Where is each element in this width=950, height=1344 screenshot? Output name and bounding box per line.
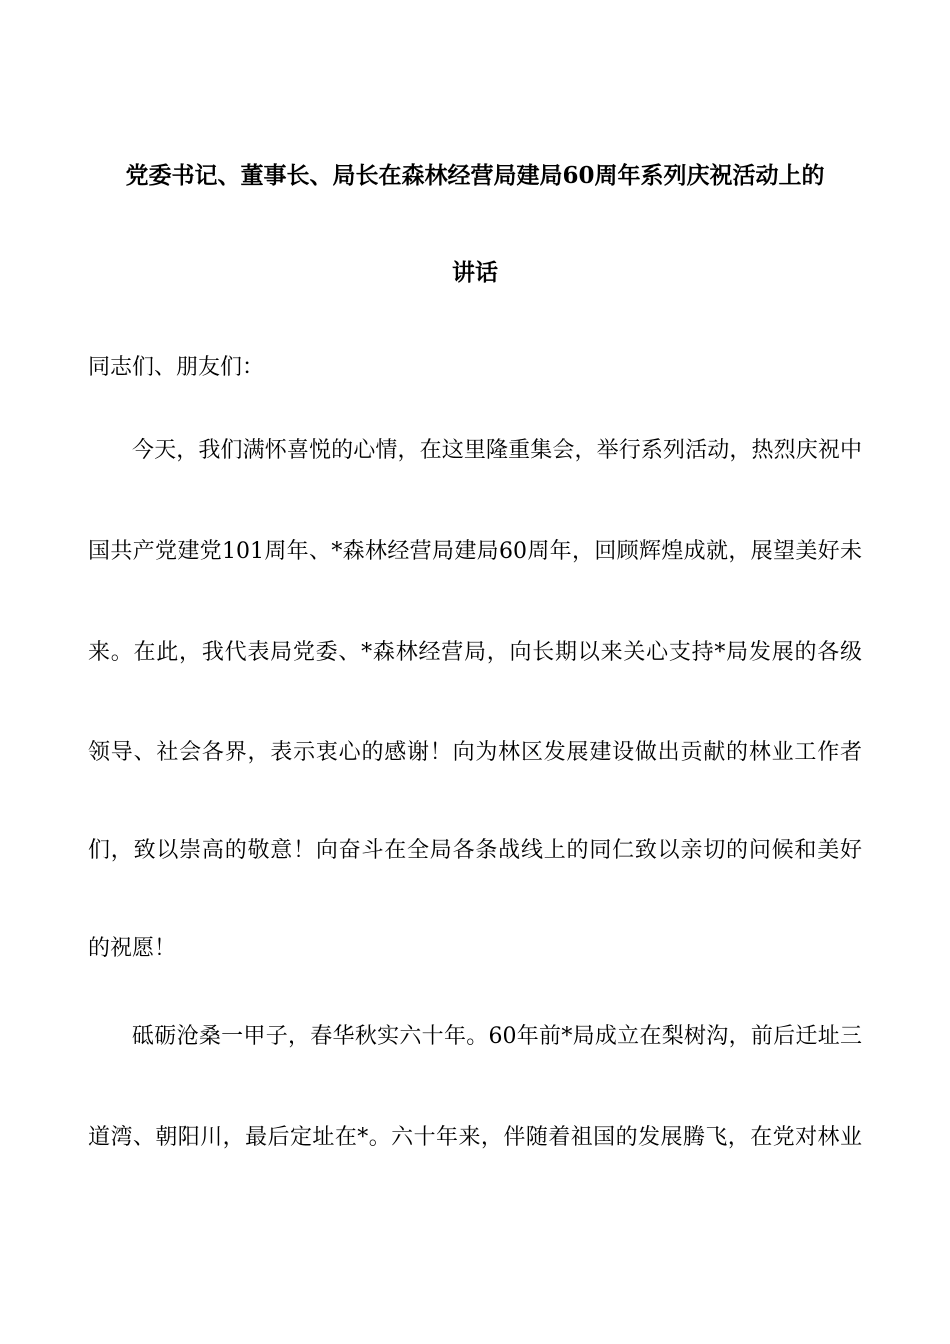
document-title-line-1: 党委书记、董事长、局长在森林经营局建局60周年系列庆祝活动上的: [125, 162, 825, 189]
paragraph-1-line: 领导、社会各界，表示衷心的感谢！向为林区发展建设做出贡献的林业工作者: [88, 740, 862, 765]
paragraph-1-line: 来。在此，我代表局党委、*森林经营局，向长期以来关心支持*局发展的各级: [88, 640, 862, 665]
salutation: 同志们、朋友们：: [88, 355, 265, 380]
paragraph-2-line: 砥砺沧桑一甲子，春华秋实六十年。60年前*局成立在梨树沟，前后迁址三: [132, 1024, 862, 1049]
paragraph-1-line: 国共产党建党101周年、*森林经营局建局60周年，回顾辉煌成就，展望美好未: [88, 539, 862, 564]
paragraph-1-line: 今天，我们满怀喜悦的心情，在这里隆重集会，举行系列活动，热烈庆祝中: [132, 438, 862, 463]
paragraph-1-line: 们，致以崇高的敬意！向奋斗在全局各条战线上的同仁致以亲切的问候和美好: [88, 838, 862, 863]
paragraph-1-line: 的祝愿！: [88, 936, 177, 961]
document-title-line-2: 讲话: [452, 259, 498, 286]
paragraph-2-line: 道湾、朝阳川，最后定址在*。六十年来，伴随着祖国的发展腾飞，在党对林业: [88, 1125, 862, 1150]
